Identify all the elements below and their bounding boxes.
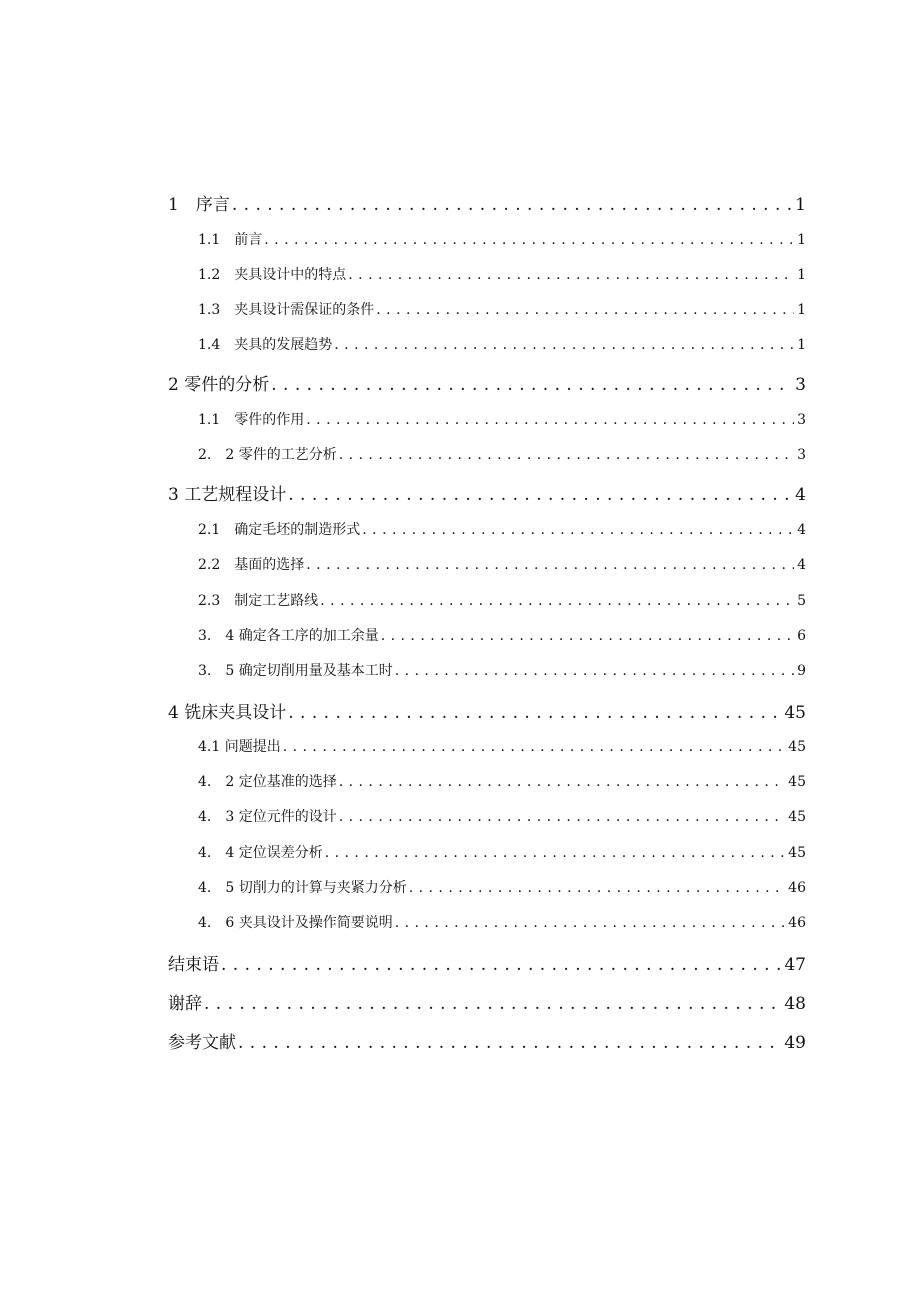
toc-entry[interactable] <box>198 409 806 429</box>
toc-entry-label: 2.2 基面的选择 <box>198 557 305 573</box>
toc-entry-page: 3 <box>797 412 806 428</box>
toc-entry[interactable] <box>168 370 806 395</box>
toc-entry-page: 9 <box>797 663 806 679</box>
toc-entry-label: 4. 5 切削力的计算与夹紧力分析 <box>198 880 407 896</box>
toc-entry-label: 参考文献 <box>168 1033 236 1053</box>
toc-entry[interactable] <box>198 625 806 645</box>
toc-entry-label: 4. 3 定位元件的设计 <box>198 809 337 825</box>
toc-entry-page: 1 <box>795 195 806 215</box>
toc-entry-label: 1.1 前言 <box>198 232 263 248</box>
toc-entry-label: 4 铣床夹具设计 <box>168 703 287 723</box>
toc-entry[interactable] <box>198 842 806 862</box>
dot-leader <box>306 412 794 428</box>
toc-entry[interactable] <box>198 771 806 791</box>
toc-entry[interactable] <box>168 989 806 1014</box>
toc-entry-page: 3 <box>795 375 806 395</box>
toc-entry-page: 45 <box>784 703 806 723</box>
toc-entry[interactable] <box>198 912 806 932</box>
dot-leader <box>288 485 792 505</box>
toc-entry[interactable] <box>198 299 806 319</box>
toc-entry-label: 4. 4 定位误差分析 <box>198 845 323 861</box>
toc-entry-page: 45 <box>788 809 806 825</box>
toc-entry-page: 45 <box>788 739 806 755</box>
dot-leader <box>339 809 785 825</box>
toc-entry-page: 1 <box>797 267 806 283</box>
dot-leader <box>362 522 794 538</box>
toc-entry[interactable] <box>198 554 806 574</box>
toc-entry-page: 47 <box>784 955 806 975</box>
dot-leader <box>288 703 781 723</box>
toc-entry[interactable] <box>168 480 806 505</box>
toc-entry-page: 49 <box>784 1033 806 1053</box>
dot-leader <box>306 557 794 573</box>
toc-entry-label: 1.3 夹具设计需保证的条件 <box>198 302 375 318</box>
toc-entry[interactable] <box>198 806 806 826</box>
dot-leader <box>395 915 785 931</box>
toc-entry-page: 1 <box>797 302 806 318</box>
toc-entry-label: 3. 4 确定各工序的加工余量 <box>198 628 379 644</box>
dot-leader <box>381 628 794 644</box>
toc-entry-page: 46 <box>788 880 806 896</box>
toc-entry-label: 2.1 确定毛坯的制造形式 <box>198 522 361 538</box>
toc-entry[interactable] <box>198 590 806 610</box>
toc-entry[interactable] <box>198 444 806 464</box>
dot-leader <box>339 774 785 790</box>
toc-entry-page: 45 <box>788 774 806 790</box>
toc-entry[interactable] <box>198 519 806 539</box>
toc-entry[interactable] <box>198 229 806 249</box>
toc-entry-page: 4 <box>797 522 806 538</box>
toc-entry-page: 4 <box>795 485 806 505</box>
toc-entry-label: 2.3 制定工艺路线 <box>198 593 319 609</box>
toc-entry-page: 46 <box>788 915 806 931</box>
toc-entry-label: 4. 2 定位基准的选择 <box>198 774 337 790</box>
dot-leader <box>232 195 792 215</box>
toc-entry[interactable] <box>168 698 806 723</box>
toc-entry-label: 1.1 零件的作用 <box>198 412 305 428</box>
toc-entry-label: 1.4 夹具的发展趋势 <box>198 337 333 353</box>
toc-entry-page: 45 <box>788 845 806 861</box>
dot-leader <box>325 845 785 861</box>
toc-entry-label: 结束语 <box>168 955 219 975</box>
toc-entry[interactable] <box>198 264 806 284</box>
toc-entry-page: 4 <box>797 557 806 573</box>
dot-leader <box>264 232 794 248</box>
dot-leader <box>238 1033 781 1053</box>
toc-entry[interactable] <box>168 1028 806 1053</box>
toc-entry-page: 3 <box>797 447 806 463</box>
toc-entry-label: 3 工艺规程设计 <box>168 485 287 505</box>
dot-leader <box>339 447 794 463</box>
toc-entry[interactable] <box>198 877 806 897</box>
dot-leader <box>334 337 794 353</box>
toc-entry-label: 2. 2 零件的工艺分析 <box>198 447 337 463</box>
toc-entry-label: 4. 6 夹具设计及操作简要说明 <box>198 915 393 931</box>
toc-entry-label: 2 零件的分析 <box>168 375 270 395</box>
toc-entry[interactable] <box>168 950 806 975</box>
toc-entry-label: 1.2 夹具设计中的特点 <box>198 267 347 283</box>
toc-entry-page: 6 <box>797 628 806 644</box>
toc-entry-label: 谢辞 <box>168 994 202 1014</box>
toc-entry-page: 5 <box>797 593 806 609</box>
dot-leader <box>271 375 792 395</box>
toc-entry[interactable] <box>198 736 806 756</box>
toc-entry[interactable] <box>198 660 806 680</box>
toc-entry[interactable] <box>168 190 806 215</box>
dot-leader <box>348 267 794 283</box>
toc-entry-label: 1 序言 <box>168 195 230 215</box>
dot-leader <box>221 955 781 975</box>
toc-entry-label: 3. 5 确定切削用量及基本工时 <box>198 663 393 679</box>
dot-leader <box>320 593 794 609</box>
dot-leader <box>376 302 794 318</box>
toc-entry-page: 48 <box>784 994 806 1014</box>
dot-leader <box>204 994 781 1014</box>
toc-entry[interactable] <box>198 334 806 354</box>
dot-leader <box>395 663 794 679</box>
toc-entry-label: 4.1 问题提出 <box>198 739 281 755</box>
toc-entry-page: 1 <box>797 232 806 248</box>
dot-leader <box>283 739 785 755</box>
toc-entry-page: 1 <box>797 337 806 353</box>
dot-leader <box>409 880 785 896</box>
